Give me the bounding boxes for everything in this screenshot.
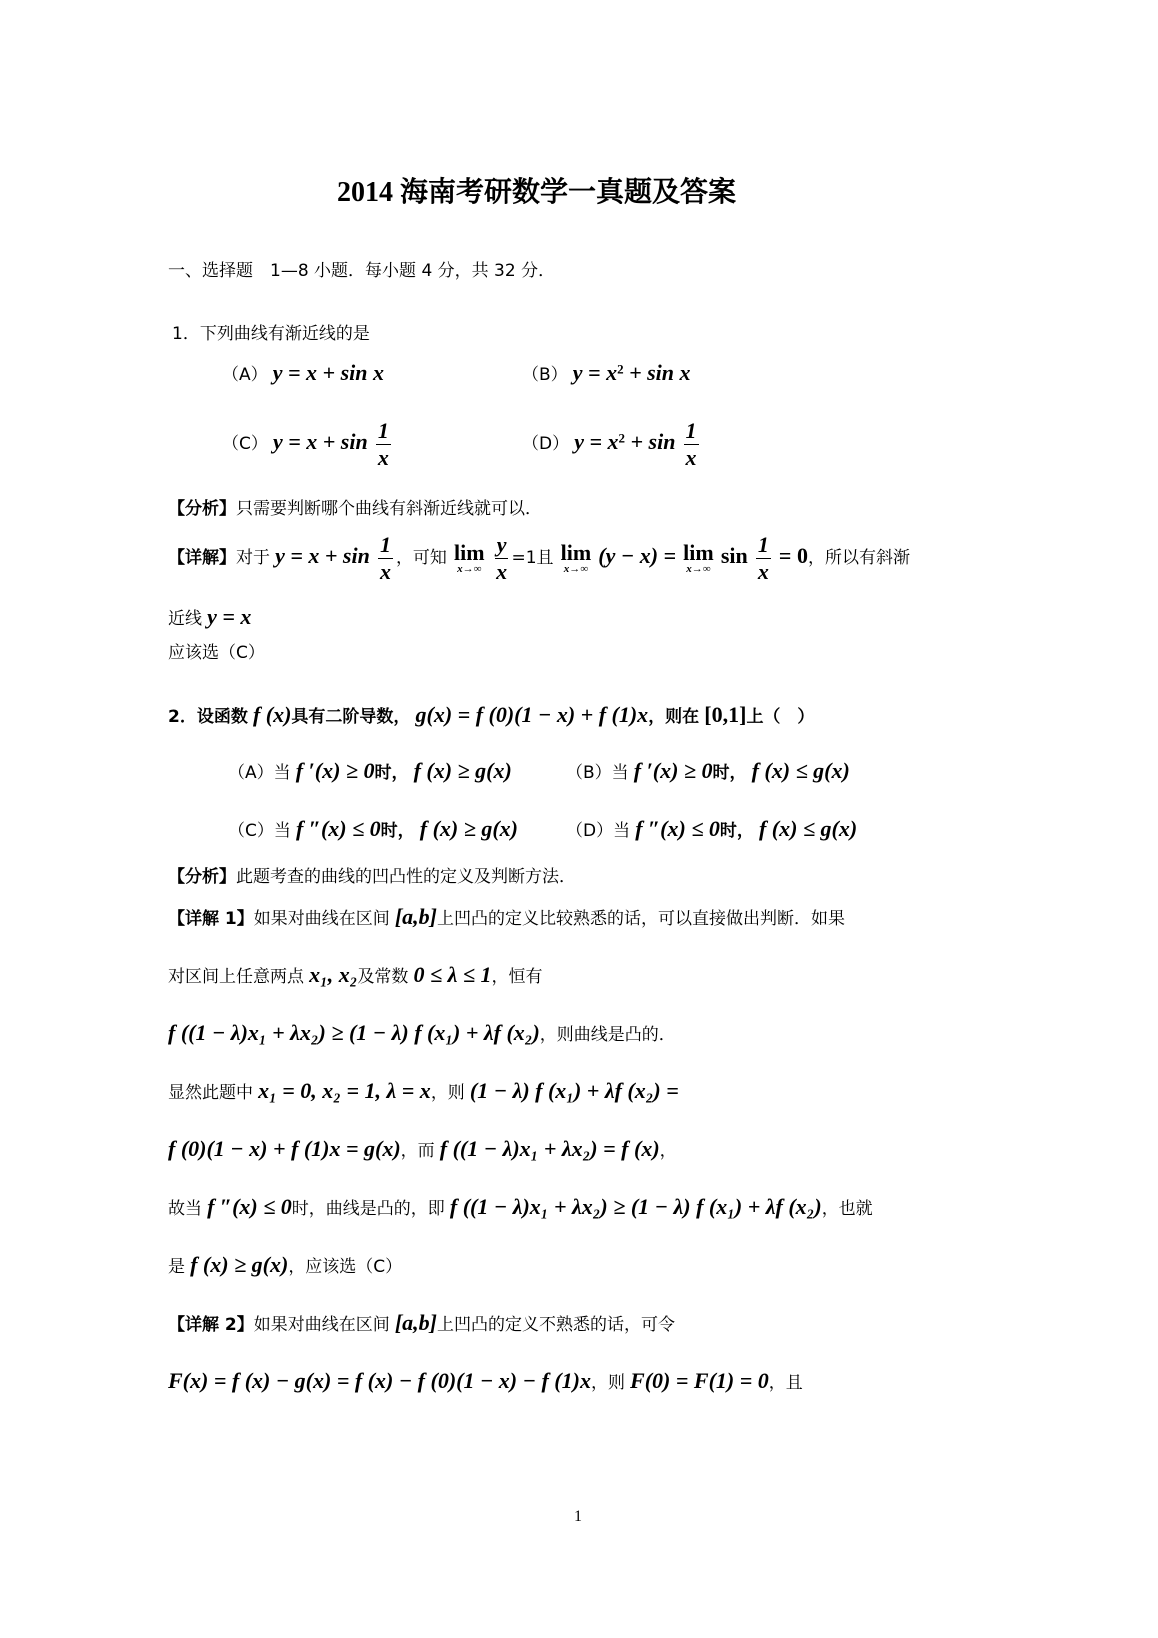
page-number: 1 [574,1508,582,1525]
option-label: （A） [222,365,268,385]
math-expr: [a,b] [394,1310,437,1335]
section-header: 一、选择题 1—8 小题．每小题 4 分，共 32 分． [168,261,556,281]
stem-text: 具有二阶导数， [291,707,411,727]
q1-option-d [522,420,702,469]
fraction: $\frac{1}{x}$ [685,418,697,470]
math-expr: g(x) = f (0)(1 − x) + f (1)x [415,702,649,727]
option-label: （A）当 [228,763,291,783]
math-expr: + sin x [623,360,691,385]
math-expr: x₁ = 0, x₂ = 1, λ = x [258,1078,431,1103]
detail-text: ，而 [400,1141,435,1161]
math-expr: f (x) ≥ g(x) [413,758,512,783]
q1-option-a [222,360,384,386]
math-expr: f (x) ≤ g(x) [751,758,850,783]
detail-text: 及常数 [357,967,409,987]
q2-analysis [168,862,576,887]
page-title: 2014 海南考研数学一真题及答案 [337,177,737,208]
detail-text: ， [659,1141,677,1161]
q2-line9 [168,1368,803,1394]
q2-detail1 [168,904,845,930]
q2-line5 [168,1136,677,1162]
detail-text: 如果对曲线在区间 [253,1315,390,1335]
math-expr: y = x [207,604,252,629]
option-text: 时， [719,821,754,841]
math-expr: [0,1] [704,702,747,727]
math-expr: [a,b] [394,904,437,929]
q2-option-d [566,816,857,842]
superscript: 2 [618,430,625,446]
detail-text: 显然此题中 [168,1083,253,1103]
option-label: （C）当 [228,821,291,841]
q2-option-c [228,816,518,842]
superscript: 2 [617,361,624,377]
math-expr: f (x) ≤ g(x) [758,816,858,841]
limit: lim x→∞ [683,540,714,575]
math-expr: f ((1 − λ)x₁ + λx₂) = f (x) [439,1136,660,1161]
option-label: （C） [222,434,268,454]
detail-text: =1且 [511,548,554,568]
math-expr: = 0 [778,543,808,568]
fraction: $\frac{1}{x}$ [757,532,769,584]
detail-text: ，所以有斜渐 [807,548,910,568]
q1-option-b [522,360,691,386]
stem-text: ，则在 [648,707,700,727]
math-expr: y = x + sin [275,543,370,568]
q2-stem [168,702,814,728]
q2-line4 [168,1078,679,1104]
math-expr: 0 ≤ λ ≤ 1 [413,962,492,987]
math-expr: y = x [574,429,619,454]
q2-line7 [168,1252,402,1278]
option-label: （B）当 [566,763,629,783]
option-text: 时， [712,763,747,783]
math-expr: f ′(x) ≥ 0 [633,758,713,783]
option-label: （D）当 [566,821,631,841]
option-text: 时， [380,821,415,841]
detail-text: ，则 [430,1083,465,1103]
math-expr: f ((1 − λ)x₁ + λx₂) ≥ (1 − λ) f (x₁) + λf (x₂) [449,1194,822,1219]
option-text: 时， [374,763,409,783]
math-expr: f ′(x) ≥ 0 [295,758,375,783]
math-expr: f (0)(1 − x) + f (1)x = g(x) [168,1136,401,1161]
detail-text: 时，曲线是凸的，即 [291,1199,445,1219]
detail-text: ，则曲线是凸的． [539,1025,676,1045]
detail-text: 如果对曲线在区间 [253,909,390,929]
detail-tag: 【详解】 [168,548,236,568]
math-expr: F(x) = f (x) − g(x) = f (x) − f (0)(1 − x) − f (1)x [168,1368,591,1393]
math-expr: F(0) = F(1) = 0 [630,1368,769,1393]
q2-option-b [566,758,850,784]
math-expr: f ((1 − λ)x₁ + λx₂) ≥ (1 − λ) f (x₁) + λf (x₂) [168,1020,540,1045]
math-expr: f ″(x) ≤ 0 [635,816,720,841]
fraction: $\frac{y}{x}$ [496,532,508,584]
detail-text: 故当 [168,1199,202,1219]
math-expr: (1 − λ) f (x₁) + λf (x₂) = [469,1078,679,1103]
q1-analysis [168,494,542,519]
q2-detail2 [168,1310,675,1336]
detail-text: 对区间上任意两点 [168,967,304,987]
math-expr: sin [720,543,748,568]
detail-tag: 【详解 2】 [168,1315,254,1335]
q1-answer: 应该选（C） [168,643,265,663]
detail-text: ，且 [768,1373,803,1393]
q1-detail-line2 [168,604,251,630]
option-label: （B） [522,365,568,385]
detail-text: 是 [168,1257,185,1277]
stem-text: 上（ ） [746,707,815,727]
math-expr: f ″(x) ≤ 0 [295,816,381,841]
analysis-tag: 【分析】 [168,867,236,887]
q1-detail [168,534,910,583]
limit: lim x→∞ [454,540,485,575]
detail-text: 上凹凸的定义比较熟悉的话，可以直接做出判断．如果 [437,909,845,929]
detail-text: ，恒有 [491,967,543,987]
q1-stem: 1．下列曲线有渐近线的是 [172,324,370,344]
q2-line6 [168,1194,873,1220]
detail-tag: 【详解 1】 [168,909,254,929]
math-expr: y = x + sin [272,429,368,454]
analysis-text: 只需要判断哪个曲线有斜渐近线就可以． [236,499,542,519]
detail-text: 近线 [168,609,202,629]
math-expr: y = x [572,360,618,385]
math-expr: (y − x) = [598,543,677,568]
math-expr: f (x) ≥ g(x) [419,816,518,841]
math-expr: f (x) [252,702,292,727]
detail-text: ，则 [590,1373,625,1393]
detail-text: ，可知 [395,548,447,568]
math-expr: x₁, x₂ [309,962,358,987]
detail-text: 对于 [236,548,270,568]
option-label: （D） [522,434,570,454]
detail-text: ，应该选（C） [288,1257,403,1277]
fraction: $\frac{1}{x}$ [379,532,391,584]
analysis-text: 此题考查的曲线的凹凸性的定义及判断方法． [236,867,576,887]
q1-option-c [222,420,394,469]
q2-option-a [228,758,512,784]
math-expr: + sin [625,429,676,454]
detail-text: ，也就 [821,1199,873,1219]
q2-line3 [168,1020,676,1046]
limit: lim x→∞ [560,540,592,575]
math-expr: f ″(x) ≤ 0 [207,1194,292,1219]
analysis-tag: 【分析】 [168,499,236,519]
math-expr: f (x) ≥ g(x) [190,1252,289,1277]
math-expr: y = x + sin x [272,360,384,385]
stem-text: 2．设函数 [168,707,248,727]
q2-line2 [168,962,542,988]
fraction: $\frac{1}{x}$ [377,418,389,470]
detail-text: 上凹凸的定义不熟悉的话，可令 [437,1315,675,1335]
